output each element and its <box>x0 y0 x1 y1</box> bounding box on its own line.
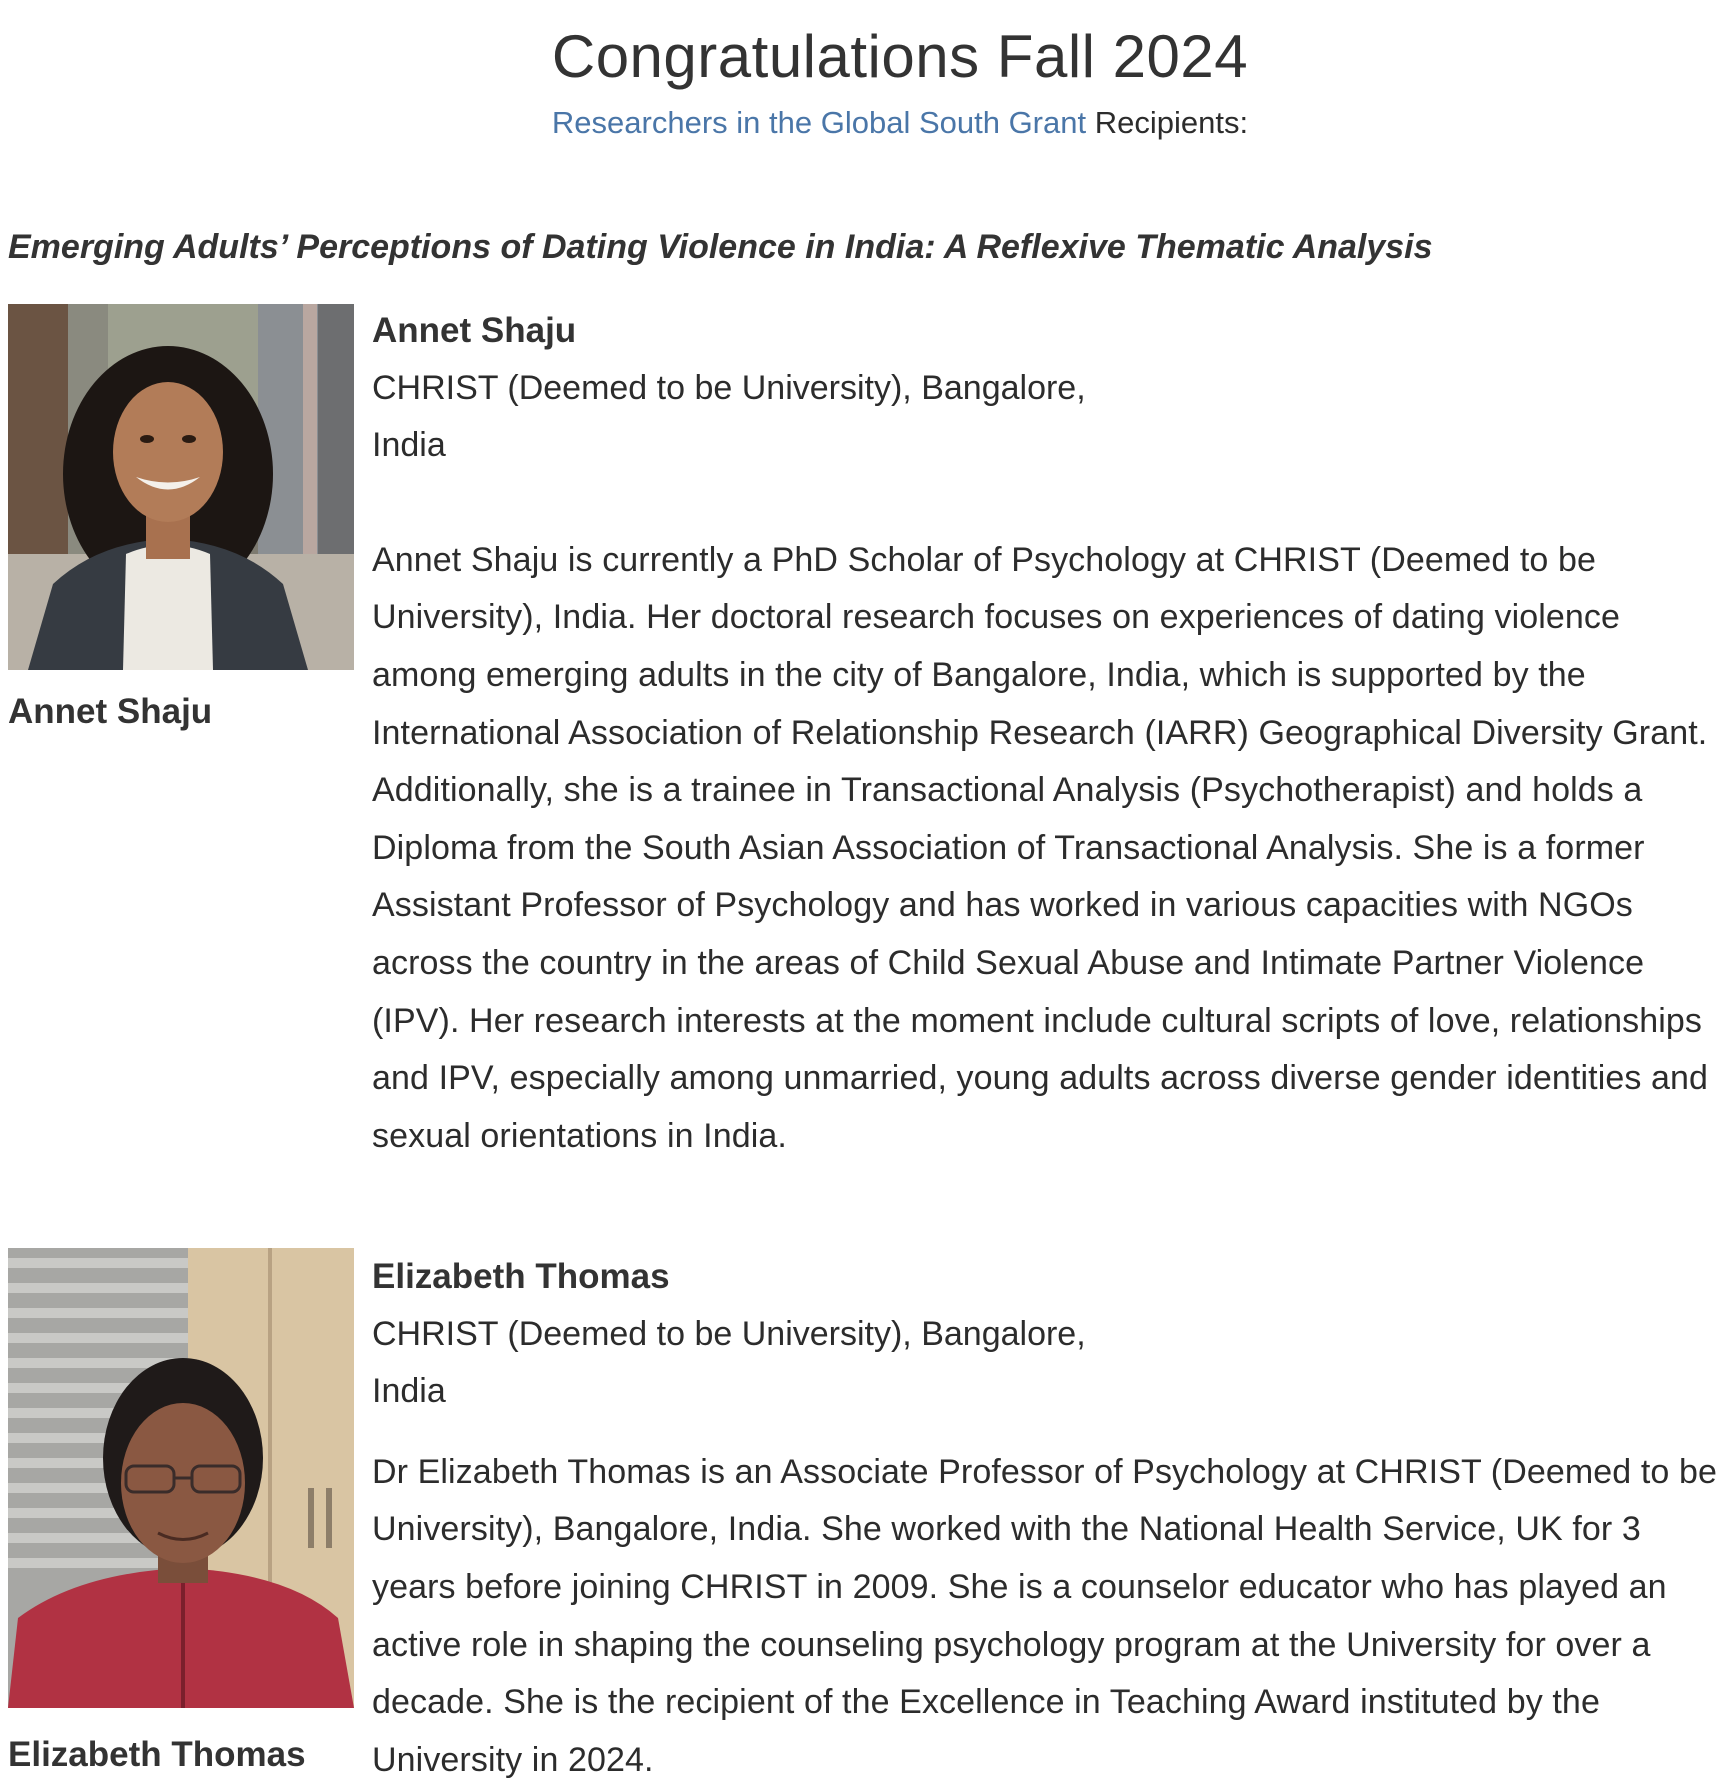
recipient-name: Elizabeth Thomas <box>372 1257 670 1296</box>
recipient-country: India <box>372 426 446 465</box>
recipient-affiliation: CHRIST (Deemed to be University), Bangalore, <box>372 368 1086 407</box>
page-title: Congratulations Fall 2024 <box>551 23 1249 90</box>
recipient-info-annet-shaju <box>372 302 1722 1165</box>
portrait-annet-shaju <box>8 304 354 670</box>
recipient-bio: Annet Shaju is currently a PhD Scholar of Psychology at CHRIST (Deemed to be University), India. Her doctoral research focuses on experiences of dating violence among emerging adults in the city of Bangalore, India, which is supported by the International Association of Relationship Research (IARR) Geographical Diversity Grant. Additionally, she is a trainee in Transactional Analysis (Psychotherapist) and holds a Diploma from the South Asian Association of Transactional Analysis. She is a former Assistant Professor of Psychology and has worked in various capacities with NGOs across the country in the areas of Child Sexual Abuse and Intimate Partner Violence (IPV). Her research interests at the moment include cultural scripts of love, relationships and IPV, especially among unmarried, young adults across diverse gender identities and sexual orientations in India. <box>372 540 1709 1155</box>
spacer <box>372 1421 1722 1444</box>
subtitle-rest: Recipients: <box>1086 105 1249 140</box>
recipient-bio: Dr Elizabeth Thomas is an Associate Professor of Psychology at CHRIST (Deemed to be University), Bangalore, India. She worked with the National Health Service, UK for 3 years before joining CHRIST in 2009. She is a counselor educator who has played an active role in shaping the counseling psychology program at the University for over a decade. She is the recipient of the Excellence in Teaching Award instituted by the University in 2024. <box>372 1452 1717 1779</box>
recipient-name: Annet Shaju <box>372 311 577 350</box>
recipient-country: India <box>372 1372 446 1411</box>
spacer <box>372 475 1722 532</box>
recipient-info-elizabeth-thomas <box>372 1248 1722 1789</box>
recipient-photo-elizabeth-thomas <box>8 1248 354 1708</box>
project-title: Emerging Adults’ Perceptions of Dating Violence in India: A Reflexive Thematic Analysis <box>8 228 1433 266</box>
recipient-affiliation: CHRIST (Deemed to be University), Bangalore, <box>372 1314 1086 1353</box>
portrait-elizabeth-thomas <box>8 1248 354 1708</box>
recipient-photo-annet-shaju <box>8 304 354 670</box>
grant-link[interactable]: Researchers in the Global South Grant <box>551 105 1087 140</box>
subtitle <box>0 105 1729 141</box>
recipient-caption: Elizabeth Thomas <box>8 1735 306 1774</box>
recipient-caption: Annet Shaju <box>8 692 213 731</box>
